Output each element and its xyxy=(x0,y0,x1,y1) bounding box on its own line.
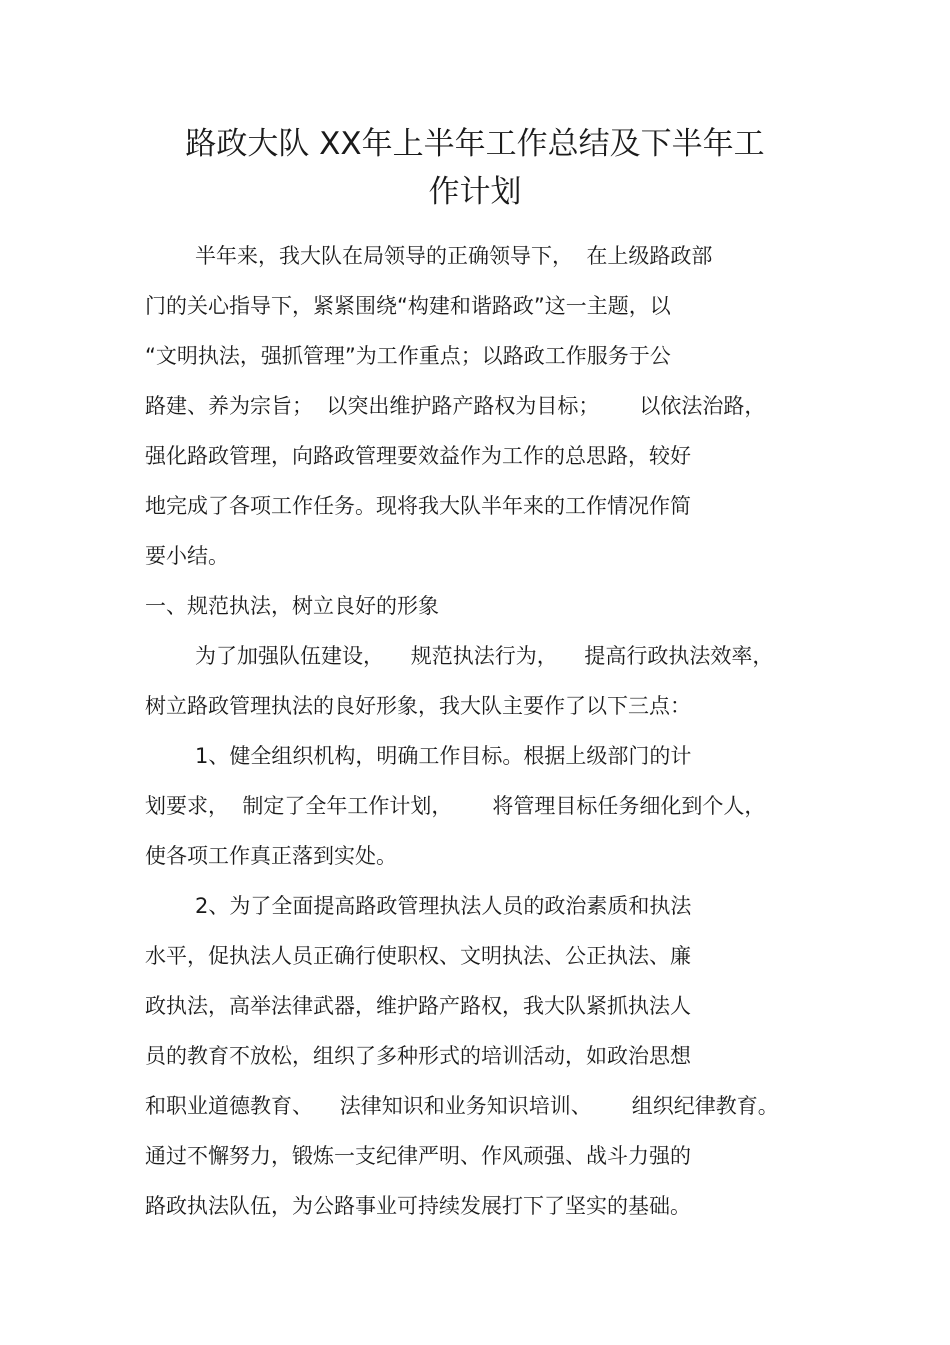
paragraph-line: 树立路政管理执法的良好形象，我大队主要作了以下三点： xyxy=(145,694,691,718)
list-item-line: 员的教育不放松，组织了多种形式的培训活动，如政治思想 xyxy=(145,1044,691,1068)
paragraph-line: 门的关心指导下，紧紧围绕“构建和谐路政”这一主题，以 xyxy=(145,294,671,318)
paragraph-line: 要小结。 xyxy=(145,544,229,568)
paragraph-line: “文明执法，强抓管理”为工作重点；以路政工作服务于公 xyxy=(145,344,671,368)
list-item-line: 通过不懈努力，锻炼一支纪律严明、作风顽强、战斗力强的 xyxy=(145,1144,691,1168)
list-item-line: 政执法，高举法律武器，维护路产路权，我大队紧抓执法人 xyxy=(145,994,691,1018)
paragraph-line: 半年来，我大队在局领导的正确领导下， 在上级路政部 xyxy=(195,244,713,268)
paragraph-line: 路建、养为宗旨； 以突出维护路产路权为目标； 以依法治路， xyxy=(145,394,766,418)
list-item-line: 1、健全组织机构，明确工作目标。根据上级部门的计 xyxy=(195,744,692,768)
list-item-line: 2、为了全面提高路政管理执法人员的政治素质和执法 xyxy=(195,894,692,918)
list-item-line: 路政执法队伍，为公路事业可持续发展打下了坚实的基础。 xyxy=(145,1194,691,1218)
list-item-line: 划要求， 制定了全年工作计划， 将管理目标任务细化到个人， xyxy=(145,794,766,818)
paragraph-line: 为了加强队伍建设， 规范执法行为， 提高行政执法效率， xyxy=(195,644,774,668)
document-title-line-2: 作计划 xyxy=(428,174,522,210)
paragraph-line: 强化路政管理，向路政管理要效益作为工作的总思路，较好 xyxy=(145,444,691,468)
section-heading: 一、规范执法，树立良好的形象 xyxy=(145,594,439,618)
list-item-line: 和职业道德教育、 法律知识和业务知识培训、 组织纪律教育。 xyxy=(145,1094,779,1118)
paragraph-line: 地完成了各项工作任务。现将我大队半年来的工作情况作简 xyxy=(145,494,691,518)
document-title-line-1: 路政大队 XX年上半年工作总结及下半年工 xyxy=(185,126,765,162)
list-item-line: 使各项工作真正落到实处。 xyxy=(145,844,397,868)
list-item-line: 水平，促执法人员正确行使职权、文明执法、公正执法、廉 xyxy=(145,944,691,968)
